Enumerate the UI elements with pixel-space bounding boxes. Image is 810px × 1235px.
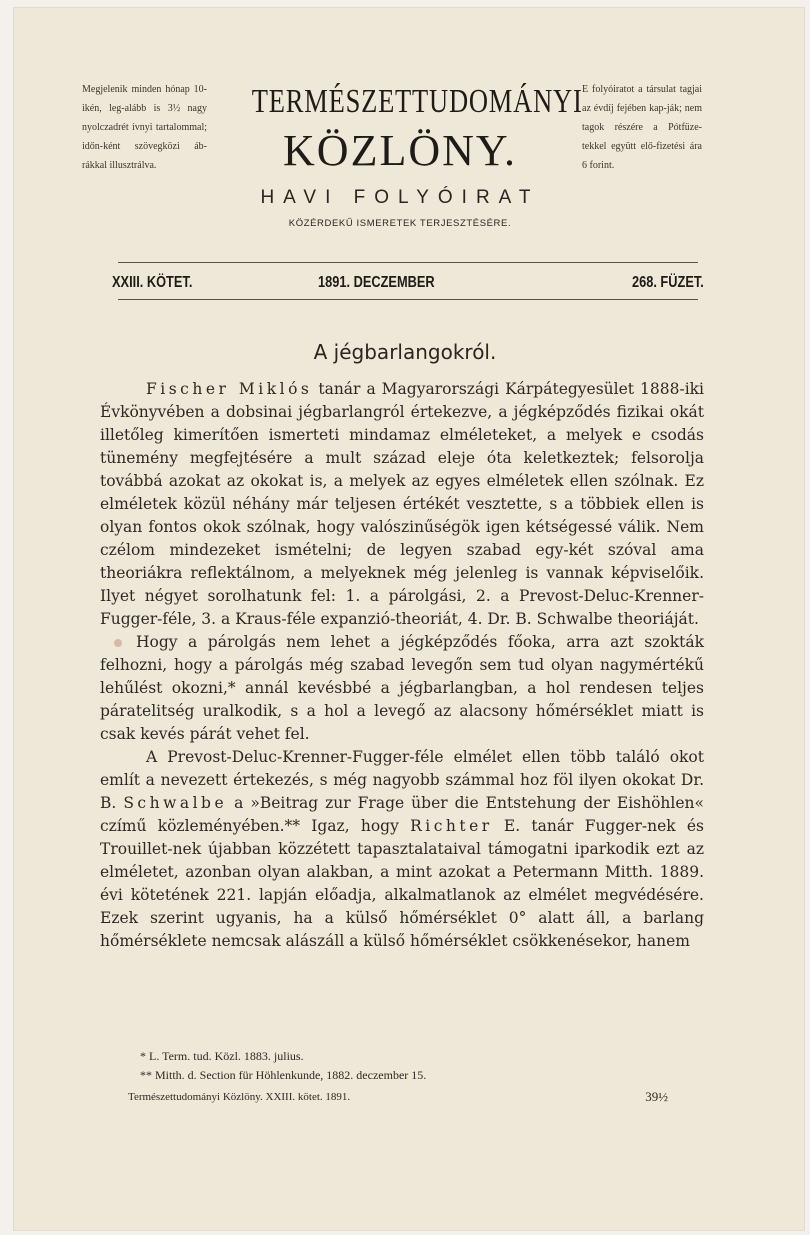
journal-tagline: HAVI FOLYÓIRAT bbox=[260, 187, 540, 208]
sidebar-left-note: Megjelenik minden hónap 10-ikén, leg-alább is 3½ nagy nyolczadrét ívnyi tartalommal; időn-ként szövegközi áb-rákkal illusztrálva. bbox=[82, 84, 207, 171]
journal-motto: KÖZÉRDEKŰ ISMERETEK TERJESZTÉSÉRE. bbox=[288, 218, 512, 229]
signature-mark: 39½ bbox=[645, 1089, 668, 1104]
issue-number: 268. FÜZET. bbox=[632, 274, 704, 291]
paragraph-1-text: tanár a Magyarországi Kárpátegyesület 1888-iki Évkönyvében a dobsinai jégbarlangról értekezve, a jégképződés fizikai okát illetőleg kimerítően ismerteti mindamaz elméleteket, a melyek e csodás tünemény megfejtésére a mult század eleje óta keletkeztek; felsorolja továbbá azokat az okokat is, a melyek az egyes elméletek ellen szólnak. Ez elméletek közül néhány már teljesen értékét vesztette, s a többiek ellen is olyan fontos okok szólnak, hogy valószinűségök igen kétségessé válik. Nem czélom mindezeket ismételni; de legyen szabad egy-két szóval ama theoriákra reflektálnom, a melyeknek még jelenleg is vannak képviselőik. Ilyet négyet sorolhatunk fel: 1. a párolgási, 2. a Prevost-Deluc-Krenner-Fugger-féle, 3. a Kraus-féle expanzió-theoriát, 4. Dr. B. Schwalbe theoriáját. bbox=[100, 380, 704, 628]
article-title: A jégbarlangokról. bbox=[313, 340, 497, 364]
footnotes bbox=[140, 1047, 640, 1085]
header-rule-top bbox=[118, 262, 698, 263]
footer-citation: Természettudományi Közlöny. XXIII. kötet. 1891. bbox=[128, 1091, 351, 1103]
journal-title: TERMÉSZETTUDOMÁNYI bbox=[251, 83, 583, 120]
paragraph-3 bbox=[100, 746, 704, 953]
issue-date: 1891. DECZEMBER bbox=[318, 274, 435, 291]
name-richter: Richter bbox=[410, 817, 493, 835]
footnote-2: ** Mitth. d. Section für Höhlenkunde, 1882. deczember 15. bbox=[140, 1068, 427, 1082]
header-rule-bottom bbox=[118, 299, 698, 300]
paragraph-2-text: Hogy a párolgás nem lehet a jégképződés főoka, arra azt szokták felhozni, hogy a párolgás még szabad levegőn sem tud olyan nagymértékű lehűlést okozni,* annál kevésbbé a jégbarlangban, a hol rendesen teljes páratelitség uralkodik, s a hol a levegő az alacsony hőmérséklet miatt is csak kevés párát vehet fel. bbox=[100, 633, 704, 743]
sidebar-right-note: E folyóiratot a társulat tagjai az évdíj fejében kap-ják; nem tagok részére a Pótfüze-tekkel együtt elő-fizetési ára 6 forint. bbox=[582, 84, 702, 171]
footnote-1: * L. Term. tud. Közl. 1883. julius. bbox=[140, 1049, 304, 1063]
page-footer bbox=[128, 1091, 668, 1109]
author-name: Fischer Miklós bbox=[146, 380, 313, 398]
paragraph-3-text-b: a »Beitrag zur Frage über die Entstehung der Eishöhlen« czímű közleményében.** Igaz, hogy bbox=[100, 794, 704, 835]
issue-volume: XXIII. KÖTET. bbox=[112, 274, 193, 291]
ink-spot bbox=[114, 639, 122, 647]
paragraph-1 bbox=[100, 378, 704, 631]
name-schwalbe: Schwalbe bbox=[123, 794, 228, 812]
paragraph-3-text-c: E. tanár Fugger-nek és Trouillet-nek újabban közzétett tapasztalataival támogatni iparkodik ezt az elméletet, azonban olyan alakban, a mint azokat a Petermann Mitth. 1889. évi kötetének 221. lapján előadja, alkalmatlanok az elmélet megvédésére. Ezek szerint ugyanis, ha a külső hőmérséklet 0° alatt áll, a barlang hőmérséklete nemcsak alászáll a külső hőmérséklet csökkenésekor, hanem bbox=[100, 817, 704, 950]
article-body bbox=[100, 378, 704, 953]
masthead bbox=[210, 82, 590, 229]
paragraph-3-text-a: A Prevost-Deluc-Krenner-Fugger-féle elmélet ellen több találó okot említ a nevezett értekezés, s még nagyobb számmal hoz föl ilyen okokat Dr. B. bbox=[100, 748, 704, 812]
issue-line bbox=[112, 270, 704, 298]
paragraph-2 bbox=[100, 631, 704, 746]
journal-subtitle: KÖZLÖNY. bbox=[283, 126, 517, 175]
